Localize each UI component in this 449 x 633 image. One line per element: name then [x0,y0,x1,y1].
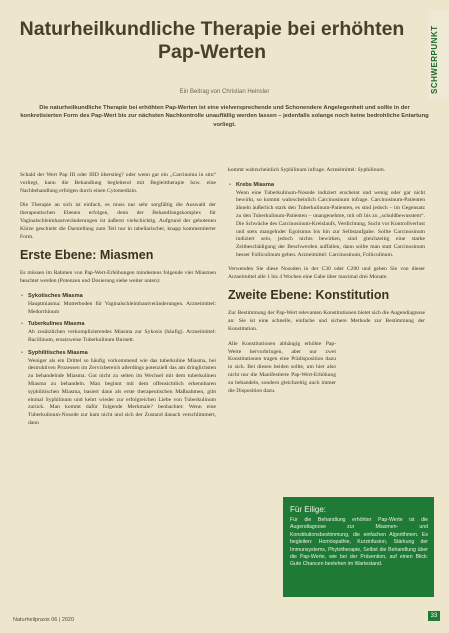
left-column [20,172,216,434]
info-box-heading: Für Eilige: [290,505,327,514]
list-item [28,321,216,344]
list-item-title: • Syphilitisches Miasma [28,349,88,356]
section-tab [428,10,449,100]
narrow-text-block [228,341,425,396]
lead-paragraph: Die naturheilkundliche Therapie bei erhöhten Pap-Werten ist eine vielversprechende und Schonendere Angelegenheit und sollte in der konkretisierten Form des Pap-Wert bis zur nächsten Nachkontrolle unauffällig werden lassen – jedenfalls solange noch keine bedrohliche Entartung vorliegt. [20,105,429,128]
list-item-text: Wenn eine Tuberkulinum-Nosode indiziert erscheint und wenig oder gar nicht bewirkt, so kommt wahrscheinlich Carcinosinum infrage. Carcinosinum-Patienten ähneln äußerlich stark den Tuberkulinum-Patienten, es sind jedoch – im Gegensatz zu den Tuberkulinum-Patienten – unangenehme, mit oft bis zu „schuldbewusstem“. Die Schwäche des Carcinosinum-Kreislaufs, Verdichtung, Sucht vor Kontrollverlust und stets mangelnder Egoismus bis hin zur Selbstaufgabe. Sollte Carcinosinum indiziert sein, jedoch nichts bewirken, sind gleichzeitig eine starke Zeitbeschädigung der Beschwerden auffallen, dann sollte man statt Carcinosinum besser Folliculinum geben. Arzneimittel: Carcinosinum, Folliculinum. [236,189,425,258]
list-item [28,293,216,316]
list-item-text: Ab zusätzlichen verkomplizierendes Miasma zur Sykosis (häufig). Arzneimittel: Bacillinum, ersatzweise Tuberkulinum Burnett. [28,329,216,343]
list-item-text: Hauptmiasma: Mutterboden für Vaginalschleimhautveränderungen. Arzneimittel: Medorrhinum [28,300,216,315]
author-byline: Ein Beitrag von Christian Heinsler [179,89,270,95]
paragraph: Die Therapie an sich ist einfach, es muss nur sehr sorgfältig die Auswahl der therapeutischen Ebenen erfolgen, denn der Behandlungskomplex für Vaginalschleimhautveränderungen ist äußerst vielschichtig. Aufgrund der gebotenen Kürze geschieht die Darstellung zum Teil nur in tabellarischer, knapp kommentierter Form. [20,202,216,240]
right-column [228,167,425,402]
miasma-list [228,182,425,260]
section-heading-konstitution: Zweite Ebene: Konstitution [228,288,390,303]
quick-info-box [283,497,434,597]
paragraph: kommt wahrscheinlich Syphilinum infrage. Arzneimittel: Syphilinum. [228,167,386,173]
page-number: 33 [428,611,440,621]
list-item-title: • Krebs Miasma [236,181,274,188]
paragraph: Es müssen im Rahmen von Pap-Wert-Erhöhungen mindestens folgende vier Miasmen beachtet werden (Potenzen und Dosierung siehe weiter unten): [20,270,216,285]
section-heading-miasmen: Erste Ebene: Miasmen [20,248,154,263]
paragraph: Alle Konstitutionen abhängig erhöhte Pap-Werte hervorbringen, aber nur zwei Konstitutionen tragen eine Prädisposition dazu in sich. Bei diesen beiden sollte, um hier also nicht nur die Manifestierte Pap-Wert-Erhöhung zu behandeln, sondern gleichzeitig auch immer die Disposition dazu. [228,340,336,394]
journal-footer: Naturheilpraxis 06 | 2020 [13,617,75,623]
list-item-title: • Sykotisches Miasma [28,292,83,299]
paragraph: Schald der Wert Pap III oder IIID überstieg? oder wenn gar ein „Carcinoma in situ“ vorliegt, kann die Behandlung begleitend mit Begleittherapie bzw. eine Nachbehandlung erfolgen durch einen Cytomedizin. [20,172,216,194]
article-title: Naturheilkundliche Therapie bei erhöhten Pap-Werten [19,18,405,63]
list-item [236,182,425,260]
info-box-text: Für die Behandlung erhöhter Pap-Werte ist die Augendiagnose zur Miasmen- und Konstitutionsbestimmung, die einfachen Algorithmen. Es begleiten: Homöopathie, Kurzinfusion, Stärkung der Immunsystems, Phytotherapie, Selbst die Behandlung über die Pap-Werte, wie bei der Prävention, auf einen Blick: Gute Chancen bestehen im Wartestand. [290,517,428,568]
miasma-list [20,293,216,428]
section-tab-label: SCHWERPUNKT [430,25,439,94]
paragraph: Verwenden Sie diese Nosoden in der C30 oder C200 und geben Sie von dieser Arzneimittel alle 1 bis 4 Wochen eine Gabe über maximal drei Monate. [228,265,425,280]
list-item-title: • Tuberkulines Miasma [28,321,85,328]
list-item [28,350,216,428]
list-item-text: Weniger als ein Drittel so häufig vorkommend wie das tuberkuline Miasma, bei destruktiven Prozessen im Zervixbereich allerdings potenziell das am dringlichsten zu behandelnde Miasma. Gut nicht zu selten im Wechsel mit dem tuberkulinen Miasma zu behandeln. Man beginnt mit dem offensichtlich erkennbaren syphilitischen Miasma, basiert dann als erste therapeutischen Maßnahmen, gibt einmal Syphilinum und kehrt wieder zur erfolgreichen Liebe von Tuberkulinum zurück. Man kommt dafür folgende Merkmale? beobachtet: Wenn eine Tuberkulinum-Nosode zur kam nicht und sich der Zustand danach verschlimmert, dann [28,357,216,426]
paragraph: Zur Bestimmung der Pap-Wert relevanten Konstitutionen bietet sich die Augendiagnose an: Sie ist eine schnelle, einfache und sichere Methode zur Bestimmung der Konstitution. [228,310,425,332]
